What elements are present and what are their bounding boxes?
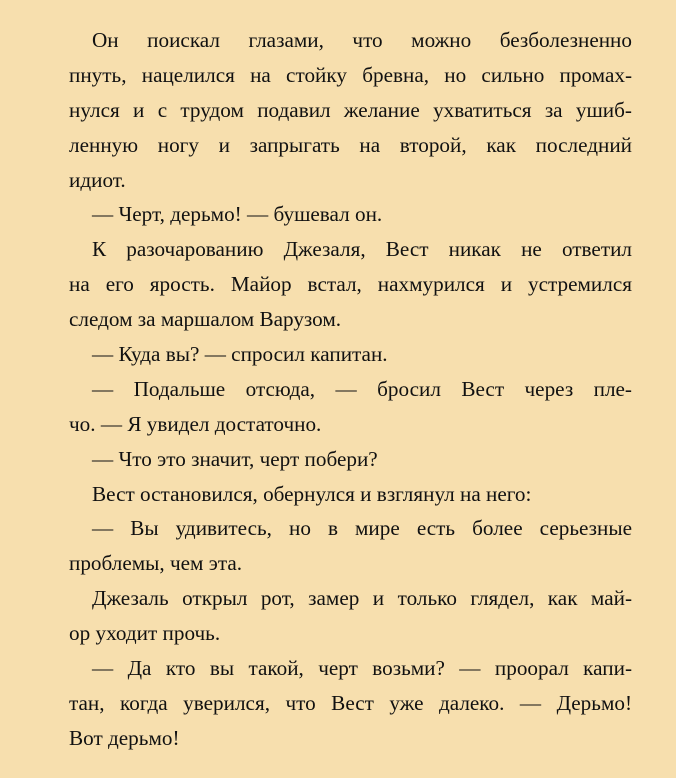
text-line: чо. — Я увидел достаточно. xyxy=(69,411,322,436)
text-line: — Да кто вы такой, черт возьми? — проорал капи- xyxy=(92,656,632,681)
text-line: проблемы, чем эта. xyxy=(69,551,243,576)
text-line: К разочарованию Джезаля, Вест никак не ответил xyxy=(92,237,632,262)
paragraph xyxy=(46,372,632,442)
paragraph xyxy=(46,23,632,197)
paragraph xyxy=(46,197,632,232)
paragraph xyxy=(46,651,632,756)
text-line: — Подальше отсюда, — бросил Вест через пле- xyxy=(92,376,632,401)
text-line: Он поискал глазами, что можно безболезненно xyxy=(92,28,632,52)
text-line: на его ярость. Майор встал, нахмурился и устремился xyxy=(69,272,632,297)
text-line: ор уходит прочь. xyxy=(69,621,221,646)
text-line: — Вы удивитесь, но в мире есть более серьезные xyxy=(92,516,632,541)
paragraph xyxy=(46,337,632,372)
text-line: пнуть, нацелился на стойку бревна, но сильно промах- xyxy=(69,62,632,87)
text-line: следом за маршалом Варузом. xyxy=(69,307,342,332)
paragraph xyxy=(46,511,632,581)
text-line: Вест остановился, обернулся и взглянул на него: xyxy=(92,481,532,506)
text-line: — Черт, дерьмо! — бушевал он. xyxy=(92,202,383,227)
text-line: нулся и с трудом подавил желание ухватиться за ушиб- xyxy=(69,97,632,122)
text-line: — Что это значит, черт побери? xyxy=(92,446,378,471)
text-line: Вот дерьмо! xyxy=(69,725,180,750)
paragraph xyxy=(46,442,632,477)
text-line: ленную ногу и запрыгать на второй, как последний xyxy=(69,132,632,157)
text-line: тан, когда уверился, что Вест уже далеко. — Дерьмо! xyxy=(69,690,632,715)
text-line: — Куда вы? — спросил капитан. xyxy=(92,342,388,367)
paragraph xyxy=(46,477,632,512)
paragraph xyxy=(46,581,632,651)
paragraph xyxy=(46,232,632,337)
text-line: идиот. xyxy=(69,167,126,192)
text-line: Джезаль открыл рот, замер и только глядел, как май- xyxy=(92,586,632,611)
